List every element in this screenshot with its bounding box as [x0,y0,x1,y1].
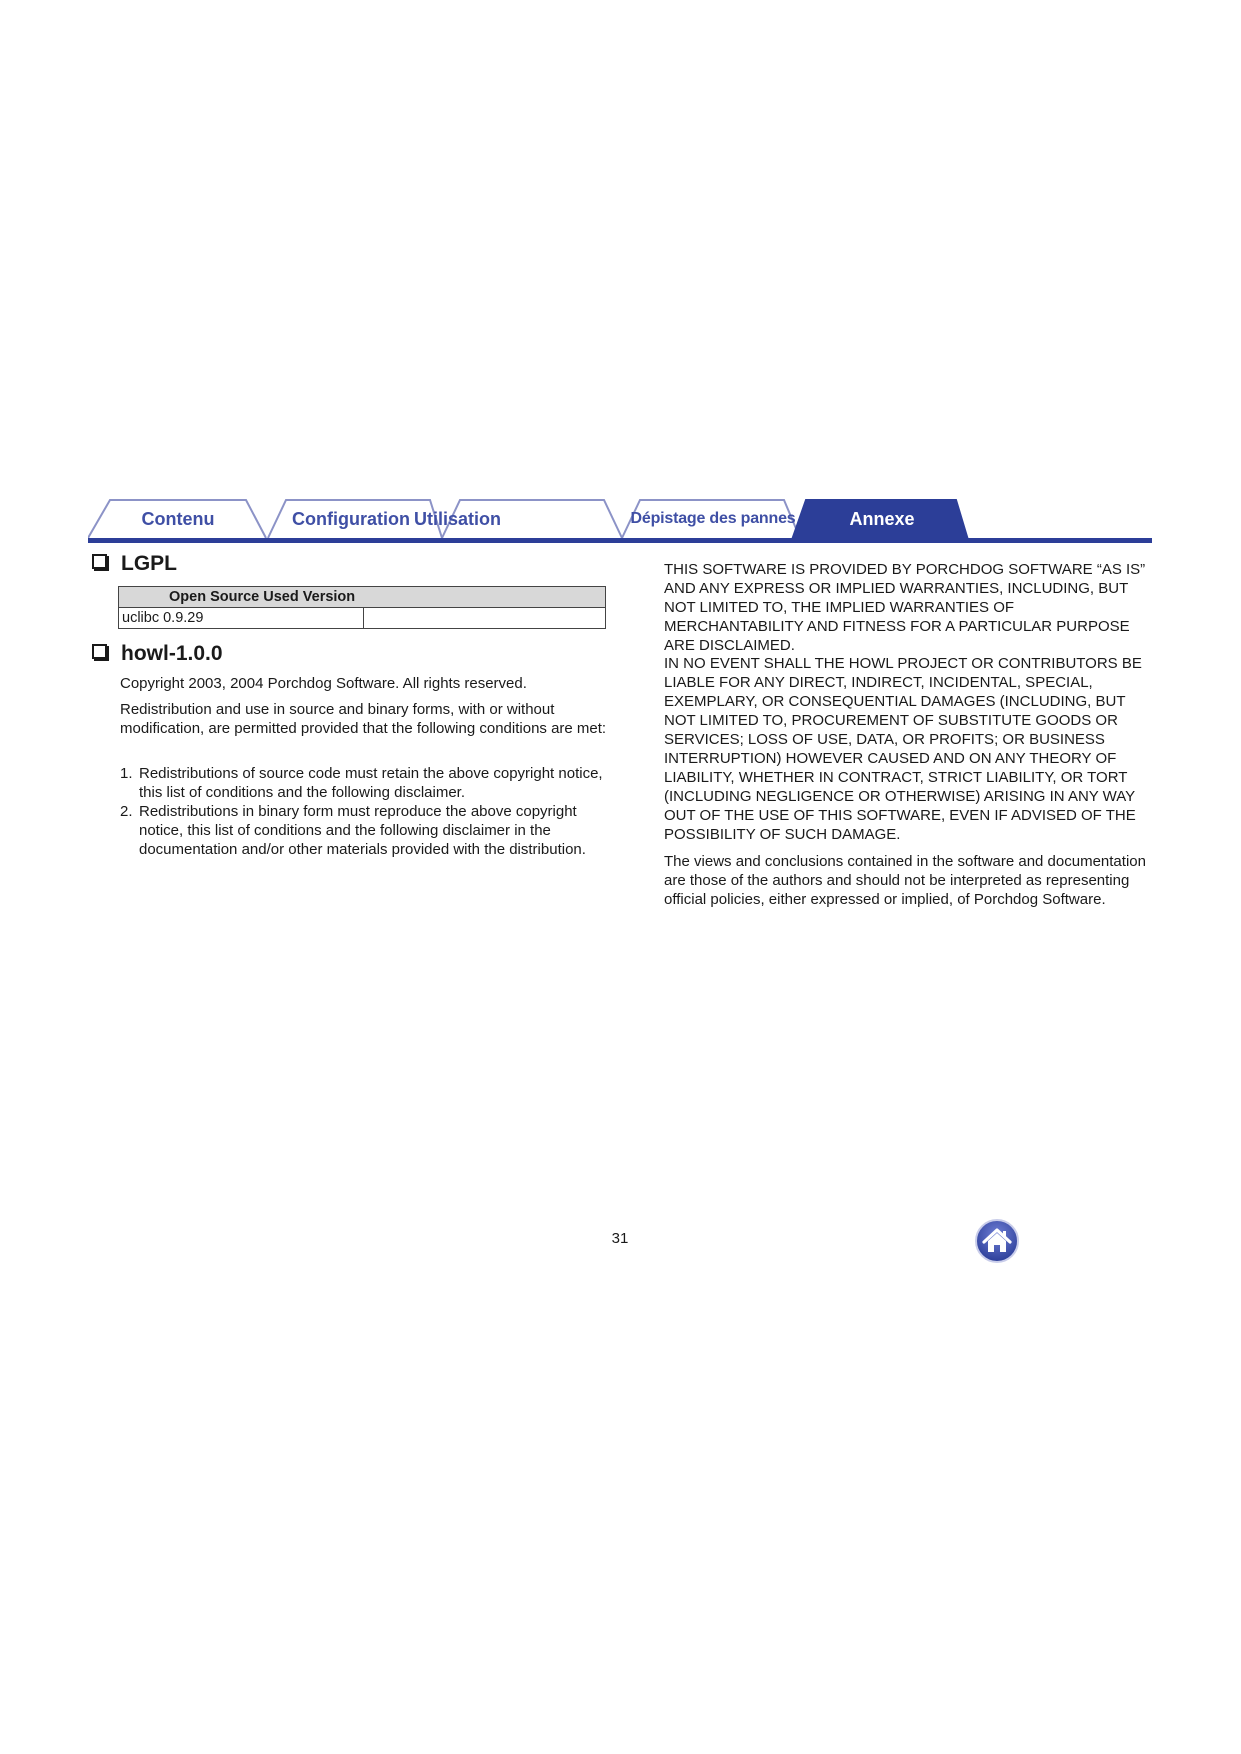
table-cell [364,608,606,629]
list-item [120,764,620,802]
tab-configuration[interactable]: Configuration [292,509,410,529]
page-number: 31 [611,1230,629,1247]
disclaimer-warranty: THIS SOFTWARE IS PROVIDED BY PORCHDOG SOFTWARE “AS IS” AND ANY EXPRESS OR IMPLIED WARRANTIES, INCLUDING, BUT NOT LIMITED TO, THE IMPLIED WARRANTIES OF MERCHANTABILITY AND FITNESS FOR A PARTICULAR PURPOSE ARE DISCLAIMED. [664,561,1146,654]
lgpl-heading [92,552,177,576]
list-number: 1. [120,765,133,782]
list-text: Redistributions in binary form must reproduce the above copyright notice, this list of conditions and the following disclaimer in the documentation and/or other materials provided with the distribution. [139,803,586,858]
home-icon [974,1218,1020,1264]
list-item [120,802,620,859]
list-number: 2. [120,803,133,820]
checkbox-bullet-icon [92,644,107,659]
howl-heading-text: howl-1.0.0 [121,642,223,665]
copyright-text: Copyright 2003, 2004 Porchdog Software. All rights reserved. [120,675,527,692]
tab-utilisation[interactable]: Utilisation [414,509,502,529]
tab-outlines [88,498,1152,542]
table-cell: uclibc 0.9.29 [119,608,364,629]
howl-heading [92,642,223,666]
table-header: Open Source Used Version [119,587,606,608]
tab-annexe[interactable]: Annexe [849,509,915,529]
list-text: Redistributions of source code must retain the above copyright notice, this list of conditions and the following disclaimer. [139,765,603,801]
tab-bar [88,498,1152,542]
home-button[interactable] [974,1218,1020,1264]
redistribution-intro: Redistribution and use in source and binary forms, with or without modification, are permitted provided that the following conditions are met: [120,701,607,737]
table-header-row [119,587,606,608]
table-row [119,608,606,629]
tab-contenu[interactable]: Contenu [141,509,215,529]
tab-underline [88,538,1152,543]
views-paragraph: The views and conclusions contained in the software and documentation are those of the authors and should not be interpreted as representing official policies, either expressed or implied, of Porchdog Software. [664,853,1146,908]
disclaimer-liability: IN NO EVENT SHALL THE HOWL PROJECT OR CONTRIBUTORS BE LIABLE FOR ANY DIRECT, INDIRECT, INCIDENTAL, SPECIAL, EXEMPLARY, OR CONSEQUENTIAL DAMAGES (INCLUDING, BUT NOT LIMITED TO, PROCUREMENT OF SUBSTITUTE GOODS OR SERVICES; LOSS OF USE, DATA, OR PROFITS; OR BUSINESS INTERRUPTION) HOWEVER CAUSED AND ON ANY THEORY OF LIABILITY, WHETHER IN CONTRACT, STRICT LIABILITY, OR TORT (INCLUDING NEGLIGENCE OR OTHERWISE) ARISING IN ANY WAY OUT OF THE USE OF THIS SOFTWARE, EVEN IF ADVISED OF THE POSSIBILITY OF SUCH DAMAGE. [664,655,1142,843]
conditions-list [120,764,620,859]
tab-depistage-des-pannes[interactable]: Dépistage des pannes [630,510,796,527]
lgpl-table [118,586,606,629]
checkbox-bullet-icon [92,554,107,569]
lgpl-heading-text: LGPL [121,552,177,575]
